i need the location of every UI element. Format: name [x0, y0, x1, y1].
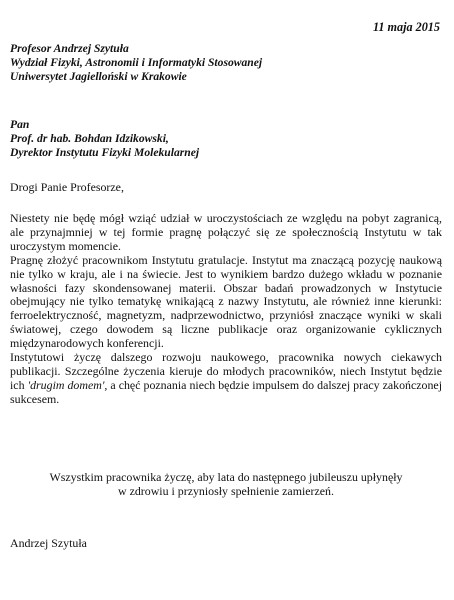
closing-line-1: Wszystkim pracownika życzę, aby lata do następnego jubileuszu upłynęły	[49, 470, 403, 484]
closing-line-2: w zdrowiu i przyniosły spełnienie zamierzeń.	[118, 484, 334, 498]
sender-block	[10, 42, 262, 84]
sender-university: Uniwersytet Jagielloński w Krakowie	[10, 70, 187, 83]
greeting: Drogi Panie Profesorze,	[10, 180, 124, 194]
paragraph-3	[10, 351, 442, 407]
recipient-position: Dyrektor Instytutu Fizyki Molekularnej	[10, 146, 200, 159]
recipient-salutation: Pan	[10, 118, 30, 131]
signature: Andrzej Szytuła	[10, 536, 87, 550]
paragraph-3-emphasis: 'drugim domem',	[27, 377, 108, 392]
sender-name: Profesor Andrzej Szytuła	[10, 42, 129, 55]
letter-date: 11 maja 2015	[372, 20, 440, 34]
paragraph-3-start: Instytutowi życzę dalszego rozwoju naukowego, pracownika nowych ciekawych publikacji. Szczególne życzenia kieruje do młodych pracowników, niech Instytut będzie ich	[10, 350, 442, 392]
recipient-block	[10, 118, 199, 160]
closing-wishes	[10, 470, 442, 498]
paragraph-3-end: a chęć poznania niech będzie impulsem do dalszej pracy zakończonej sukcesem.	[10, 377, 443, 406]
paragraph-1: Niestety nie będę mógł wziąć udział w uroczystościach ze względu na pobyt zagranicą, ale przynajmniej w tej formie pragnę połączyć się ze społecznością Instytutu w tak uroczystym momencie.	[10, 211, 442, 253]
recipient-name: Prof. dr hab. Bohdan Idzikowski,	[10, 132, 169, 145]
sender-department: Wydział Fizyki, Astronomii i Informatyki Stosowanej	[10, 56, 263, 69]
paragraph-2: Pragnę złożyć pracownikom Instytutu gratulacje. Instytut ma znaczącą pozycję naukową nie tylko w kraju, ale i na świecie. Jest to wynikiem bardzo dużego wkładu w poznanie własności fazy skondensowanej materii. Obszar badań prowadzonych w Instytucie obejmujący nie tylko tematykę wnikającą z nazwy Instytutu, ale również inne kierunki: ferroelektryczność, magnetyzm, nadprzewodnictwo, przyniósł znaczące wyniki w skali światowej, czego dowodem są liczne publikacje oraz organizowanie cyklicznych międzynarodowych konferencji.	[10, 252, 442, 351]
letter-body	[10, 212, 442, 407]
